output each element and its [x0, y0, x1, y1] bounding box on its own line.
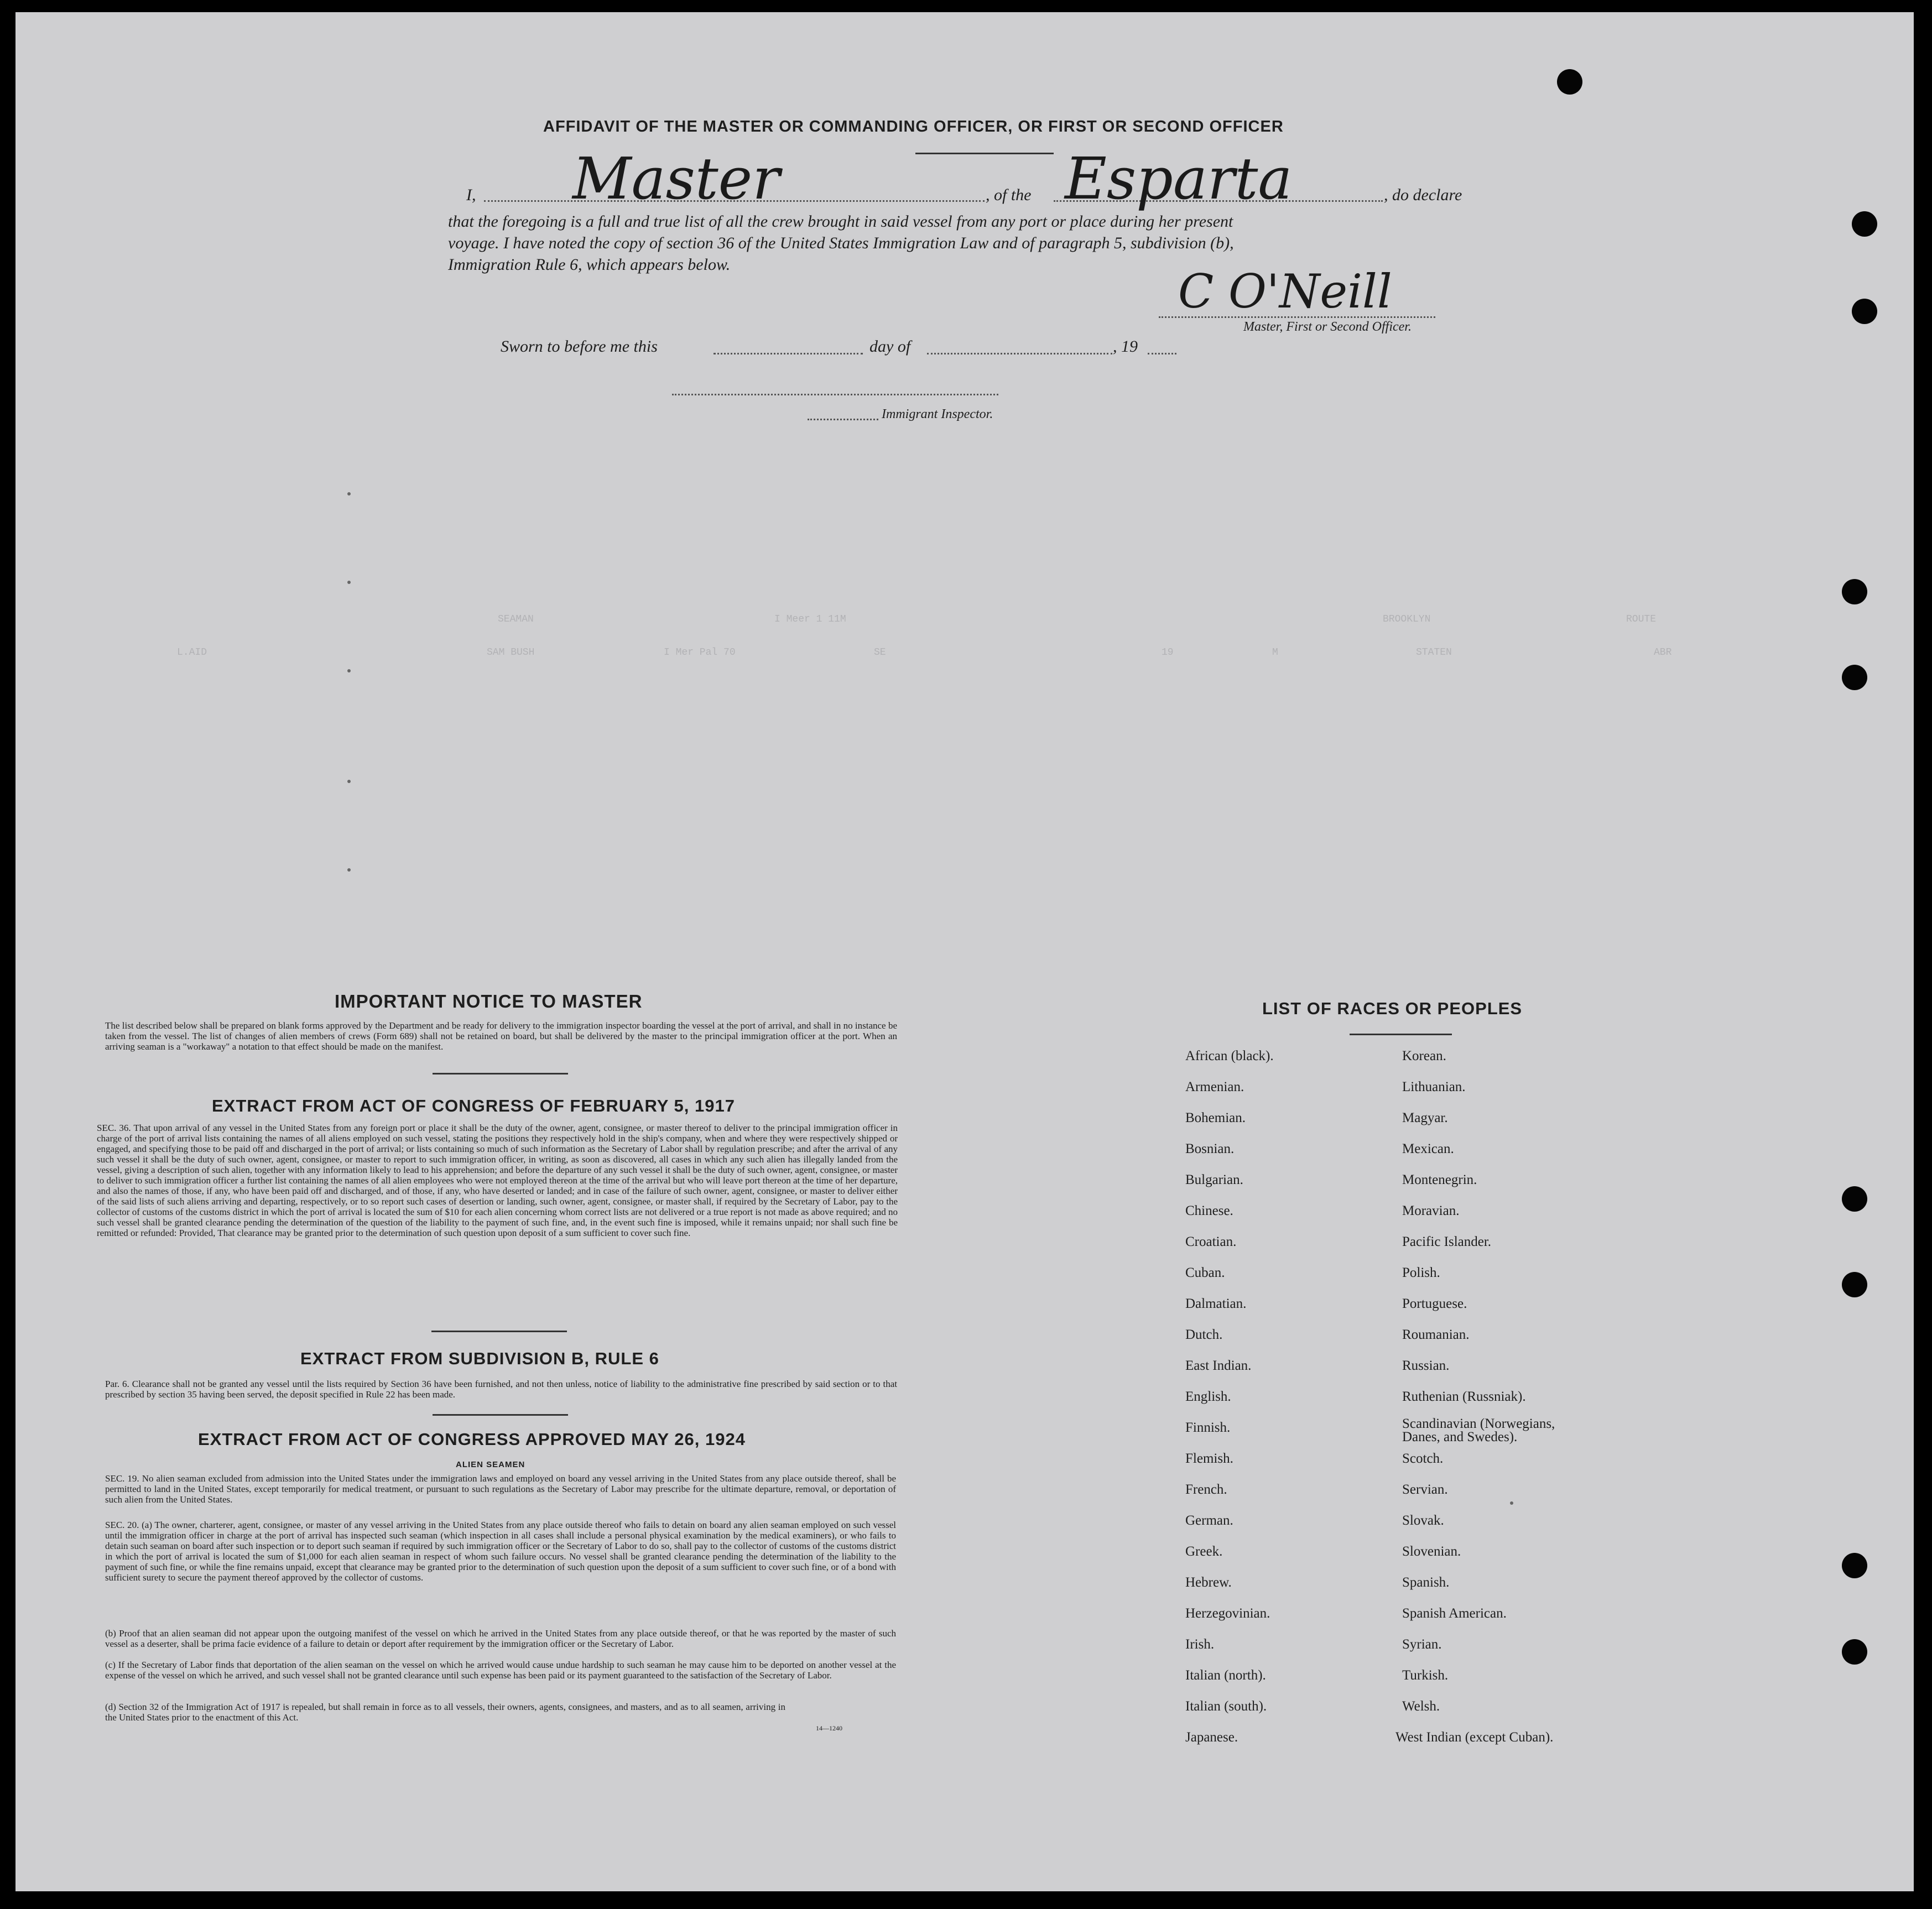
race-item: Dutch.: [1185, 1327, 1223, 1342]
inspector-caption: Immigrant Inspector.: [882, 407, 993, 421]
race-item: Roumanian.: [1402, 1327, 1470, 1342]
race-item: Ruthenian (Russniak).: [1402, 1389, 1526, 1404]
race-item: East Indian.: [1185, 1358, 1252, 1373]
margin-tick: [347, 492, 351, 495]
section-divider: [433, 1414, 568, 1416]
year-prefix: , 19: [1113, 337, 1138, 356]
signature-line: [1159, 316, 1435, 318]
binder-hole: [1557, 69, 1582, 95]
declarant-handwritten: Master: [572, 145, 780, 212]
race-item: Dalmatian.: [1185, 1296, 1247, 1311]
sworn-label: Sworn to before me this: [501, 337, 658, 356]
race-item: Flemish.: [1185, 1451, 1233, 1466]
margin-tick: [347, 669, 351, 672]
race-item: Bulgarian.: [1185, 1172, 1243, 1187]
binder-hole: [1842, 665, 1867, 690]
binder-hole: [1842, 1186, 1867, 1212]
extract-1924-title: EXTRACT FROM ACT OF CONGRESS APPROVED MAY 26, 1924: [198, 1430, 746, 1449]
race-item: French.: [1185, 1482, 1227, 1497]
officer-signature: C O'Neill: [1178, 264, 1392, 319]
race-item: Cuban.: [1185, 1265, 1225, 1280]
inspector-caption-lead: [808, 419, 878, 420]
race-item: Herzegovinian.: [1185, 1606, 1270, 1621]
race-item: Portuguese.: [1402, 1296, 1467, 1311]
affidavit-title: AFFIDAVIT OF THE MASTER OR COMMANDING OFFICER, OR FIRST OR SECOND OFFICER: [543, 118, 1284, 135]
inspector-signature-line: [672, 394, 998, 395]
bleed-through-mark: STATEN: [1416, 647, 1452, 658]
race-item: German.: [1185, 1513, 1233, 1528]
extract-rule6-title: EXTRACT FROM SUBDIVISION B, RULE 6: [300, 1349, 659, 1368]
extract-1917-title: EXTRACT FROM ACT OF CONGRESS OF FEBRUARY 5, 1917: [212, 1096, 735, 1115]
bleed-through-mark: M: [1272, 647, 1278, 658]
of-the-label: , of the: [986, 186, 1032, 204]
race-item: Pacific Islander.: [1402, 1234, 1492, 1249]
race-item: Syrian.: [1402, 1637, 1442, 1652]
binder-hole: [1842, 1639, 1867, 1665]
margin-tick: [347, 581, 351, 584]
race-item: Irish.: [1185, 1637, 1215, 1652]
bleed-through-mark: I Mer Pal 70: [664, 647, 736, 658]
race-item: Servian.: [1402, 1482, 1448, 1497]
race-item: Russian.: [1402, 1358, 1450, 1373]
sworn-month-line: [927, 353, 1112, 354]
bleed-through-mark: SE: [874, 647, 886, 658]
race-item: Korean.: [1402, 1049, 1446, 1063]
day-of-label: day of: [869, 337, 911, 356]
race-item: Italian (north).: [1185, 1668, 1266, 1683]
race-item: Scotch.: [1402, 1451, 1444, 1466]
binder-hole: [1842, 1553, 1867, 1578]
bleed-through-mark: 19: [1162, 647, 1174, 658]
race-item: Japanese.: [1185, 1730, 1238, 1745]
binder-hole: [1852, 211, 1877, 237]
form-number: 14—1240: [816, 1724, 842, 1732]
binder-hole: [1842, 1272, 1867, 1297]
race-item: Moravian.: [1402, 1203, 1460, 1218]
extract-1924-sec20c: (c) If the Secretary of Labor finds that deportation of the alien seaman on the vessel on which he arrived would cause undue hardship to such seaman he may cause him to be deported on another vessel at the expense of the vessel on which he arrived, and such vessel shall not be granted clearance until such expense has been paid or its payment guaranteed to the satisfaction of the Secretary of Labor.: [105, 1660, 896, 1681]
race-item: Hebrew.: [1185, 1575, 1232, 1590]
race-item: Magyar.: [1402, 1110, 1448, 1125]
race-item: Slovak.: [1402, 1513, 1444, 1528]
race-item: Bosnian.: [1185, 1141, 1235, 1156]
section-divider: [431, 1331, 567, 1332]
affidavit-line-1: that the foregoing is a full and true list of all the crew brought in said vessel from any port or place during her present: [448, 212, 1233, 231]
races-divider: [1350, 1034, 1452, 1035]
extract-rule6-text: Par. 6. Clearance shall not be granted any vessel until the lists required by Section 36 have been furnished, and not then unless, notice of liability to the administrative fine prescribed by said section or to that prescribed by section 35 having been served, the deposit specified in Rule 22 has been made.: [105, 1379, 897, 1400]
margin-tick: [347, 868, 351, 872]
bleed-through-mark: SAM BUSH: [487, 647, 535, 658]
races-title: LIST OF RACES OR PEOPLES: [1262, 999, 1523, 1018]
affidavit-line-2: voyage. I have noted the copy of section 36 of the United States Immigration Law and of paragraph 5, subdivision (b),: [448, 234, 1234, 252]
race-item: Chinese.: [1185, 1203, 1233, 1218]
race-item: Bohemian.: [1185, 1110, 1246, 1125]
bleed-through-mark: L.AID: [177, 647, 207, 658]
race-item: African (black).: [1185, 1049, 1274, 1063]
extract-1924-subtitle: ALIEN SEAMEN: [456, 1460, 525, 1469]
extract-1924-sec20a: SEC. 20. (a) The owner, charterer, agent, consignee, or master of any vessel arriving in the United States from any place outside thereof who fails to detain on board any alien seaman employed on such vessel until the immigration officer in charge at the port of arrival has inspected such seaman (which inspection in all cases shall include a personal physical examination by the medical examiners), or who fails to detain such seaman on board after such inspection or to deport such seaman if required by such immigration officer or the Secretary of Labor to do so, shall pay to the collector of customs of the customs district in which the port of arrival is located the sum of $1,000 for each alien seaman in respect of whom such failure occurs. No vessel shall be granted clearance pending the determination of the liability to the payment of such fine, or while the fine remains unpaid, except that clearance may be granted prior to the determination of such question upon the deposit of a sum sufficient to cover such fine, or of a bond with sufficient surety to secure the payment thereof approved by the collector of customs.: [105, 1520, 896, 1583]
race-item: Mexican.: [1402, 1141, 1454, 1156]
margin-tick: [347, 780, 351, 783]
race-item: West Indian (except Cuban).: [1395, 1730, 1554, 1745]
race-item: Slovenian.: [1402, 1544, 1461, 1559]
race-item: Greek.: [1185, 1544, 1223, 1559]
binder-hole: [1842, 579, 1867, 604]
sworn-year-line: [1148, 353, 1176, 354]
bleed-through-mark: ROUTE: [1626, 614, 1657, 625]
race-item: Montenegrin.: [1402, 1172, 1477, 1187]
extract-1917-text: SEC. 36. That upon arrival of any vessel in the United States from any foreign port or place it shall be the duty of the owner, agent, consignee, or master thereof to deliver to the principal immigration officer in charge of the port of arrival lists containing the names of all aliens employed on such vessel, stating the positions they respectively hold in the ship's company, when and where they were respectively shipped or engaged, and specifying those to be paid off and discharged in the port of arrival; or lists containing so much of such information as the Secretary of Labor shall by regulation prescribe; and after the arrival of any such vessel it shall be the duty of such owner, agent, consignee, or master to report to such immigration officer, in writing, as soon as discovered, all cases in which any such alien has illegally landed from the vessel, giving a description of such alien, together with any information likely to lead to his apprehension; and before the departure of any such vessel it shall be the duty of such owner, agent, consignee, or master to deliver to such immigration officer a further list containing the names of all alien employees who were not employed thereon at the time of the arrival but who will leave port thereon at the time of her departure, and also the names of those, if any, who have been paid off and discharged, and of those, if any, who have deserted or landed; and in case of the failure of such owner, agent, consignee, or master to deliver either of the said lists of such aliens arriving and departing, respectively, or to so report such cases of desertion or landing, such owner, agent, consignee, or master shall, if required by the Secretary of Labor, pay to the collector of customs of the customs district in which the port of arrival is located the sum of $10 for each alien concerning whom correct lists are not delivered or a true report is not made as above required; and no such vessel shall be granted clearance pending the determination of the question of the liability to the payment of such fine, and, in the event such fine is imposed, while it remains unpaid; nor shall such fine be remitted or refunded: Provided, That clearance may be granted prior to the determination of such question upon deposit of a sum sufficient to cover such fine.: [97, 1123, 898, 1238]
race-item: Scandinavian (Norwegians, Danes, and Swedes).: [1402, 1416, 1555, 1444]
margin-tick: [1510, 1501, 1513, 1505]
race-item: Polish.: [1402, 1265, 1440, 1280]
affidavit-line-3: Immigration Rule 6, which appears below.: [448, 255, 731, 274]
bleed-through-mark: I Meer 1 11M: [774, 614, 846, 625]
document-page: [15, 12, 1914, 1891]
race-item: Spanish.: [1402, 1575, 1450, 1590]
race-item: English.: [1185, 1389, 1231, 1404]
race-item: Turkish.: [1402, 1668, 1449, 1683]
race-item: Croatian.: [1185, 1234, 1237, 1249]
vessel-name-handwritten: Esparta: [1065, 145, 1293, 212]
extract-1924-sec20d: (d) Section 32 of the Immigration Act of 1917 is repealed, but shall remain in force as to all vessels, their owners, agents, consignees, and masters, and as to all seamen, arriving in the United States prior to the enactment of this Act.: [105, 1702, 785, 1723]
signature-caption: Master, First or Second Officer.: [1243, 320, 1412, 334]
bleed-through-mark: BROOKLYN: [1383, 614, 1431, 625]
bleed-through-mark: ABR: [1654, 647, 1672, 658]
notice-text: The list described below shall be prepared on blank forms approved by the Department and be ready for delivery to the immigration inspector boarding the vessel at the port of arrival, and shall in no instance be taken from the vessel. The list of changes of alien members of crews (Form 689) shall not be retained on board, but shall be delivered by the master to the principal immigration officer at the port. When an arriving seaman is a "workaway" a notation to that effect should be made on the manifest.: [105, 1020, 897, 1052]
title-underline: [915, 153, 1054, 154]
extract-1924-sec20b: (b) Proof that an alien seaman did not appear upon the outgoing manifest of the vessel on which he arrived in the United States from any place outside thereof, or that he was reported by the master of such vessel as a deserter, shall be prima facie evidence of a failure to detain or deport after requirement by the immigration officer or the Secretary of Labor.: [105, 1628, 896, 1649]
sworn-day-line: [714, 353, 863, 354]
race-item: Italian (south).: [1185, 1699, 1267, 1714]
affidavit-prefix: I,: [466, 186, 476, 204]
race-item: Spanish American.: [1402, 1606, 1507, 1621]
notice-title: IMPORTANT NOTICE TO MASTER: [335, 991, 643, 1011]
race-item: Lithuanian.: [1402, 1079, 1466, 1094]
extract-1924-sec19: SEC. 19. No alien seaman excluded from admission into the United States under the immigration laws and employed on board any vessel arriving in the United States from any place outside thereof, shall be permitted to land in the United States, except temporarily for medical treatment, or pursuant to such regulations as the Secretary of Labor may prescribe for the ultimate departure, removal, or deportation of such alien from the United States.: [105, 1473, 896, 1505]
race-item: Welsh.: [1402, 1699, 1440, 1714]
race-item: Armenian.: [1185, 1079, 1244, 1094]
bleed-through-mark: SEAMAN: [498, 614, 534, 625]
section-divider: [433, 1073, 568, 1075]
do-declare-label: , do declare: [1384, 186, 1462, 204]
binder-hole: [1852, 299, 1877, 324]
race-item: Finnish.: [1185, 1420, 1231, 1435]
